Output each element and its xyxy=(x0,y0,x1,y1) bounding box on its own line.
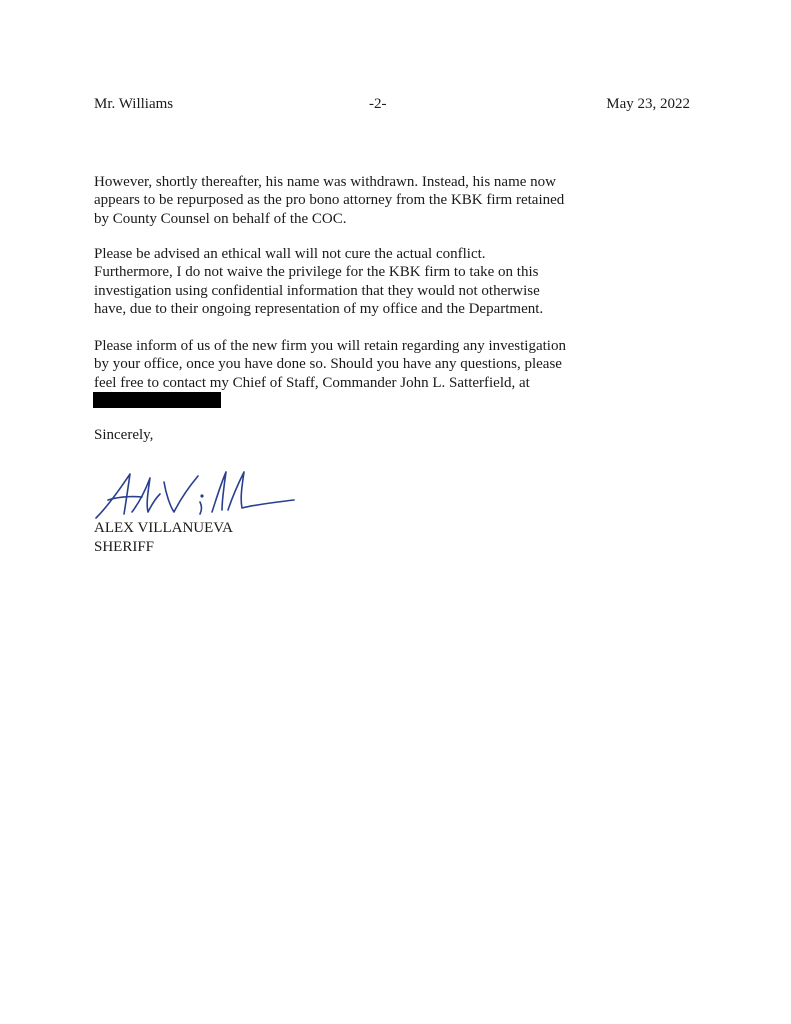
header-recipient: Mr. Williams xyxy=(94,96,174,112)
header-date: May 23, 2022 xyxy=(606,96,690,112)
handwritten-signature xyxy=(88,464,298,526)
signer-title: SHERIFF xyxy=(94,539,155,555)
closing-salutation: Sincerely, xyxy=(94,427,154,443)
signer-name: ALEX VILLANUEVA xyxy=(94,520,234,536)
redaction-bar xyxy=(93,392,221,408)
body-paragraph-3: Please inform of us of the new firm you will retain regarding any investigation by your office, once you have done so. Should you have any questions, please feel free to contact my Chief of Staff, Commander John L. Satterfield, at xyxy=(94,338,566,391)
letter-header xyxy=(94,96,690,116)
body-paragraph-1: However, shortly thereafter, his name was withdrawn. Instead, his name now appears to be repurposed as the pro bono attorney from the KBK firm retained by County Counsel on behalf of the COC. xyxy=(94,174,565,227)
body-paragraph-2: Please be advised an ethical wall will not cure the actual conflict. Furthermore, I do not waive the privilege for the KBK firm to take on this investigation using confidential information that they would not otherwise have, due to their ongoing representation of my office and the Department. xyxy=(94,246,544,317)
header-page-number: -2- xyxy=(369,96,387,112)
